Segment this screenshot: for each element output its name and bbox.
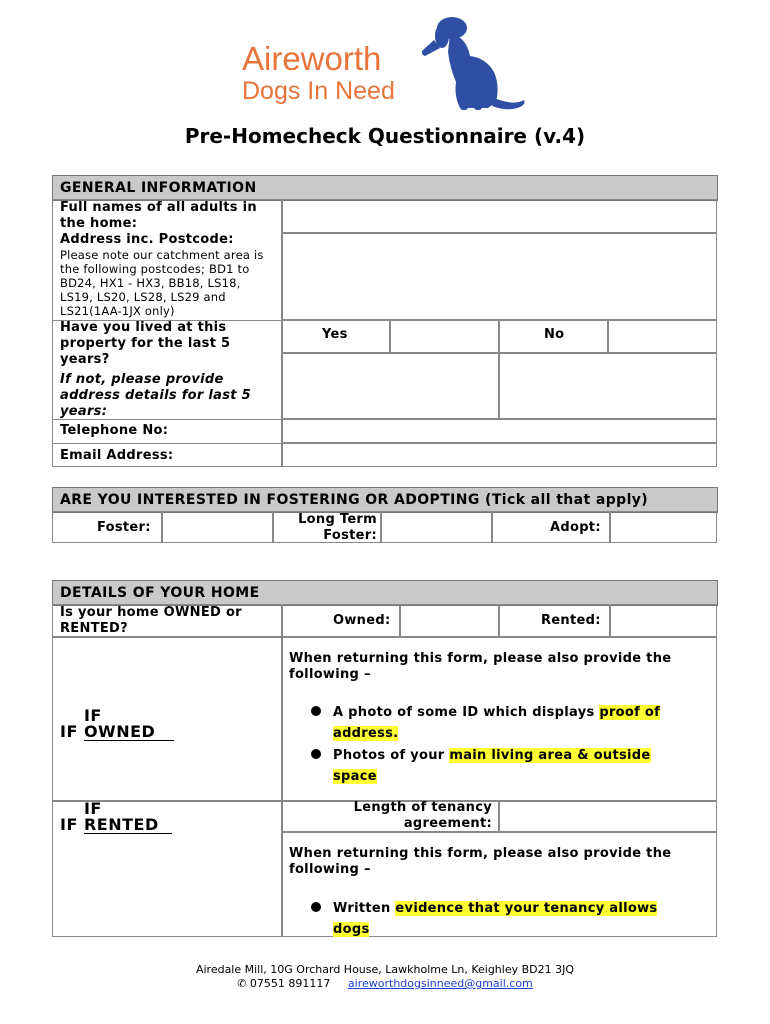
telephone-label: Telephone No: xyxy=(60,423,169,438)
long-term-foster-label: Long Term Foster: xyxy=(298,512,377,543)
owned-rented-label: Is your home OWNED or RENTED? xyxy=(60,605,242,636)
home-header xyxy=(52,580,718,606)
owned-bullet-1-highlight-2: address. xyxy=(333,726,399,741)
owned-bullet-2-highlight: main living area & outside xyxy=(449,748,651,763)
interest-header-text: ARE YOU INTERESTED IN FOSTERING OR ADOPTING (Tick all that apply) xyxy=(60,492,649,508)
rented-intro: When returning this form, please also provide the following – xyxy=(289,846,672,877)
divider xyxy=(52,419,282,420)
footer-address: Airedale Mill, 10G Orchard House, Lawkholme Ln, Keighley BD21 3JQ xyxy=(195,963,575,976)
logo-text-dogs-in-need: Dogs In Need xyxy=(242,77,395,105)
rented-bullet-1-highlight: evidence that your tenancy allows xyxy=(395,901,658,916)
if-owned-word: IF OWNED xyxy=(84,708,174,741)
logo-text-aireworth: Aireworth xyxy=(242,40,382,77)
owned-intro: When returning this form, please also provide the following – xyxy=(289,651,672,682)
if-rented-word: IF RENTED xyxy=(84,801,172,834)
if-rented-heading: IF IF RENTED xyxy=(60,801,172,834)
home-header-text: DETAILS OF YOUR HOME xyxy=(60,585,260,601)
page-title: Pre-Homecheck Questionnaire (v.4) xyxy=(184,124,586,148)
rented-bullet-1-text: Written xyxy=(333,901,391,916)
bullet-icon xyxy=(311,706,321,716)
adopt-label: Adopt: xyxy=(550,520,601,535)
lived-label: Have you lived at this property for the last 5 years? xyxy=(60,320,231,367)
tenancy-field[interactable] xyxy=(499,801,717,832)
dog-logo-icon xyxy=(420,12,530,112)
bullet-icon xyxy=(311,902,321,912)
if-not-label: If not, please provide address details for last 5 years: xyxy=(60,372,251,419)
owned-bullet-2-text: Photos of your xyxy=(333,748,445,763)
no-label: No xyxy=(544,327,565,342)
rented-checkbox[interactable] xyxy=(610,604,717,637)
bullet-icon xyxy=(311,749,321,759)
owned-checkbox[interactable] xyxy=(400,604,499,637)
footer-phone: ✆ 07551 891117 xyxy=(237,977,331,990)
email-field[interactable] xyxy=(282,443,717,467)
yes-label: Yes xyxy=(322,327,348,342)
footer-contact xyxy=(0,977,770,991)
full-names-label: Full names of all adults in the home: xyxy=(60,200,257,231)
adopt-checkbox[interactable] xyxy=(610,511,717,543)
address-field[interactable] xyxy=(282,233,717,320)
foster-label: Foster: xyxy=(97,520,151,535)
rented-bullet-1 xyxy=(311,898,691,940)
foster-checkbox[interactable] xyxy=(162,511,273,543)
owned-bullet-1-highlight: proof of xyxy=(599,705,661,720)
previous-address-field-right[interactable] xyxy=(499,353,717,419)
no-checkbox-cell[interactable] xyxy=(608,320,717,353)
telephone-field[interactable] xyxy=(282,419,717,443)
tenancy-label: Length of tenancy agreement: xyxy=(353,800,492,831)
owned-bullet-2 xyxy=(311,745,691,787)
general-header-text: GENERAL INFORMATION xyxy=(60,180,257,196)
if-owned-heading: IF IF OWNED xyxy=(60,708,174,741)
address-label: Address inc. Postcode: xyxy=(60,232,234,247)
email-label: Email Address: xyxy=(60,448,174,463)
footer-email-link[interactable]: aireworthdogsinneed@gmail.com xyxy=(347,977,533,990)
rented-label: Rented: xyxy=(541,613,601,628)
owned-bullet-2-highlight-2: space xyxy=(333,769,377,784)
interest-header xyxy=(52,487,718,513)
divider xyxy=(52,443,282,444)
general-header xyxy=(52,175,718,201)
yes-checkbox-cell[interactable] xyxy=(390,320,499,353)
rented-bullet-1-highlight-2: dogs xyxy=(333,922,370,937)
owned-bullet-1-text: A photo of some ID which displays xyxy=(333,705,595,720)
previous-address-field-left[interactable] xyxy=(282,353,499,419)
long-term-foster-checkbox[interactable] xyxy=(381,511,492,543)
catchment-note: Please note our catchment area is the following postcodes; BD1 to BD24, HX1 - HX3, BB18, LS18, LS19, LS20, LS28, LS29 and LS21(1AA-1JX only) xyxy=(60,248,264,318)
full-names-field[interactable] xyxy=(282,199,717,233)
owned-bullet-1 xyxy=(311,702,691,744)
owned-label: Owned: xyxy=(333,613,391,628)
